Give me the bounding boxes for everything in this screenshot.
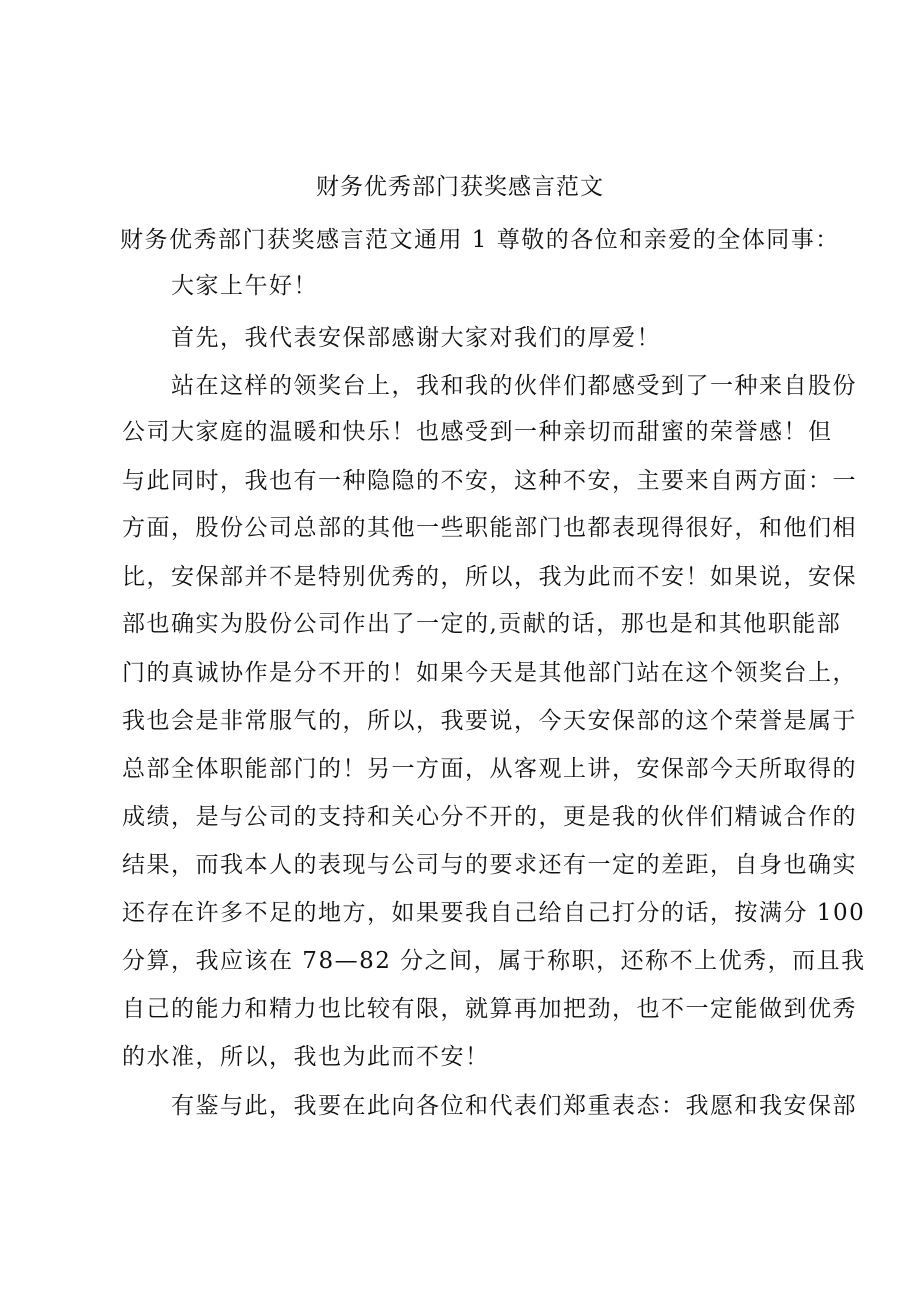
paragraph-line: 比，安保部并不是特别优秀的，所以，我为此而不安！如果说，安保 xyxy=(122,564,857,590)
greeting-line: 大家上午好！ xyxy=(171,273,318,299)
paragraph-line: 门的真诚协作是分不开的！如果今天是其他部门站在这个领奖台上， xyxy=(122,660,857,686)
paragraph-line: 结果，而我本人的表现与公司与的要求还有一定的差距，自身也确实 xyxy=(122,852,857,878)
closing-paragraph-line: 有鉴与此，我要在此向各位和代表们郑重表态：我愿和我安保部 xyxy=(171,1093,857,1119)
paragraph-line: 我也会是非常服气的，所以，我要说，今天安保部的这个荣誉是属于 xyxy=(122,708,857,734)
paragraph-line: 还存在许多不足的地方，如果要我自己给自己打分的话，按满分 100 xyxy=(122,900,866,926)
paragraph-line: 总部全体职能部门的！另一方面，从客观上讲，安保部今天所取得的 xyxy=(122,756,857,782)
thanks-line: 首先，我代表安保部感谢大家对我们的厚爱！ xyxy=(171,325,661,351)
paragraph-line: 成绩，是与公司的支持和关心分不开的，更是我的伙伴们精诚合作的 xyxy=(122,804,857,830)
opening-line: 财务优秀部门获奖感言范文通用 1 尊敬的各位和亲爱的全体同事： xyxy=(120,227,840,253)
paragraph-line: 公司大家庭的温暖和快乐！也感受到一种亲切而甜蜜的荣誉感！但 xyxy=(122,419,833,445)
paragraph-line: 与此同时，我也有一种隐隐的不安，这种不安，主要来自两方面：一 xyxy=(122,468,857,494)
paragraph-line: 分算，我应该在 78—82 分之间，属于称职，还称不上优秀，而且我 xyxy=(122,948,866,974)
paragraph-line: 方面，股份公司总部的其他一些职能部门也都表现得很好，和他们相 xyxy=(122,515,857,541)
document-title: 财务优秀部门获奖感言范文 xyxy=(316,174,604,200)
paragraph-line: 部也确实为股份公司作出了一定的,贡献的话，那也是和其他职能部 xyxy=(122,611,842,637)
paragraph-line: 站在这样的领奖台上，我和我的伙伴们都感受到了一种来自股份 xyxy=(171,373,857,399)
paragraph-line: 的水准，所以，我也为此而不安！ xyxy=(122,1044,490,1070)
paragraph-line: 自己的能力和精力也比较有限，就算再加把劲，也不一定能做到优秀 xyxy=(122,996,857,1022)
